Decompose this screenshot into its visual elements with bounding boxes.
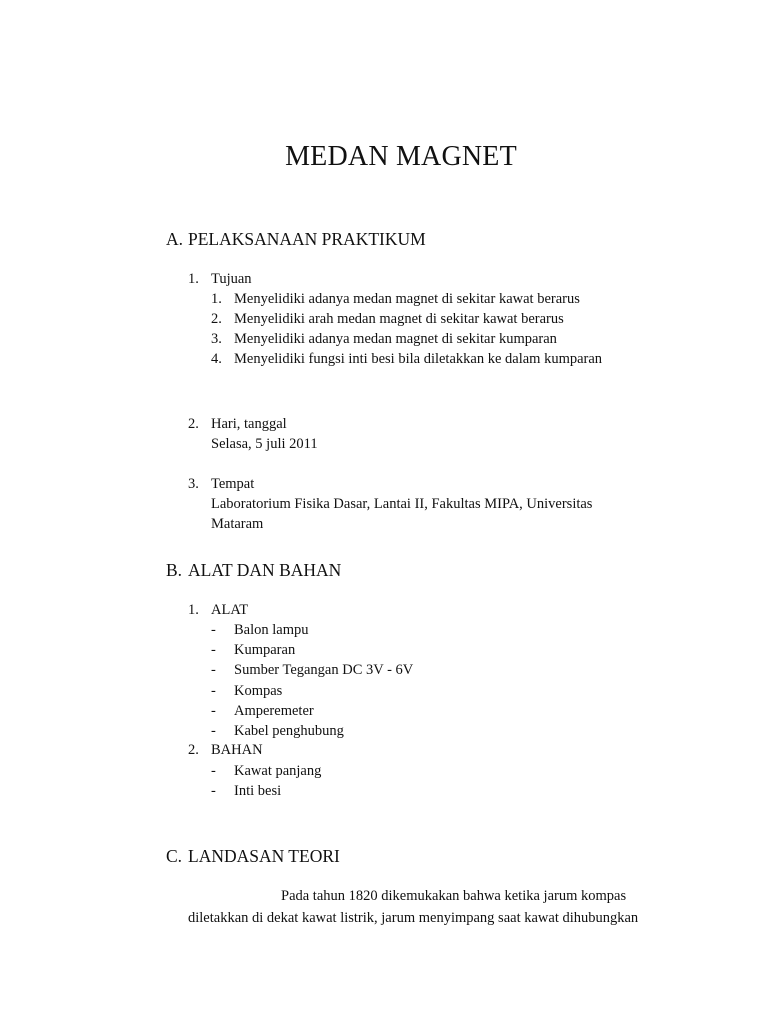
list-item: Inti besi	[234, 783, 282, 799]
list-item: Kawat panjang	[234, 763, 322, 779]
paragraph-line: Pada tahun 1820 dikemukakan bahwa ketika jarum kompas	[281, 888, 627, 904]
sublist-number: 3.	[211, 331, 222, 347]
section-c-heading: LANDASAN TEORI	[188, 846, 340, 866]
group-label-alat: ALAT	[211, 602, 249, 618]
list-item: Sumber Tegangan DC 3V - 6V	[234, 662, 414, 678]
sublist-number: 4.	[211, 351, 222, 367]
item-label-tujuan: Tujuan	[211, 271, 252, 287]
section-a-heading: PELAKSANAAN PRAKTIKUM	[188, 229, 426, 249]
bullet-dash: -	[211, 662, 216, 678]
list-number: 2.	[188, 742, 199, 758]
section-c-letter: C.	[166, 846, 183, 866]
section-a-letter: A.	[166, 229, 184, 249]
list-number: 1.	[188, 271, 199, 287]
bullet-dash: -	[211, 723, 216, 739]
list-number: 1.	[188, 602, 199, 618]
list-item: Kumparan	[234, 642, 296, 658]
bullet-dash: -	[211, 703, 216, 719]
list-item: Kabel penghubung	[234, 723, 344, 739]
item-label-tempat: Tempat	[211, 476, 255, 492]
bullet-dash: -	[211, 683, 216, 699]
list-item: Balon lampu	[234, 622, 309, 638]
page-title: MEDAN MAGNET	[285, 141, 517, 172]
bullet-dash: -	[211, 622, 216, 638]
sublist-item: Menyelidiki arah medan magnet di sekitar kawat berarus	[234, 311, 564, 327]
list-item: Amperemeter	[234, 703, 314, 719]
paragraph-line: diletakkan di dekat kawat listrik, jarum menyimpang saat kawat dihubungkan	[188, 910, 639, 926]
group-label-bahan: BAHAN	[211, 742, 263, 758]
item-value-date: Selasa, 5 juli 2011	[211, 436, 318, 452]
sublist-number: 1.	[211, 291, 222, 307]
bullet-dash: -	[211, 763, 216, 779]
bullet-dash: -	[211, 783, 216, 799]
sublist-item: Menyelidiki fungsi inti besi bila diletakkan ke dalam kumparan	[234, 351, 603, 367]
item-value-place: Laboratorium Fisika Dasar, Lantai II, Fakultas MIPA, Universitas	[211, 496, 593, 512]
list-number: 2.	[188, 416, 199, 432]
sublist-number: 2.	[211, 311, 222, 327]
list-number: 3.	[188, 476, 199, 492]
bullet-dash: -	[211, 642, 216, 658]
sublist-item: Menyelidiki adanya medan magnet di sekitar kumparan	[234, 331, 557, 347]
list-item: Kompas	[234, 683, 283, 699]
section-b-letter: B.	[166, 560, 183, 580]
item-value-place: Mataram	[211, 516, 264, 532]
sublist-item: Menyelidiki adanya medan magnet di sekitar kawat berarus	[234, 291, 580, 307]
item-label-hari-tanggal: Hari, tanggal	[211, 416, 287, 432]
section-b-heading: ALAT DAN BAHAN	[188, 560, 342, 580]
